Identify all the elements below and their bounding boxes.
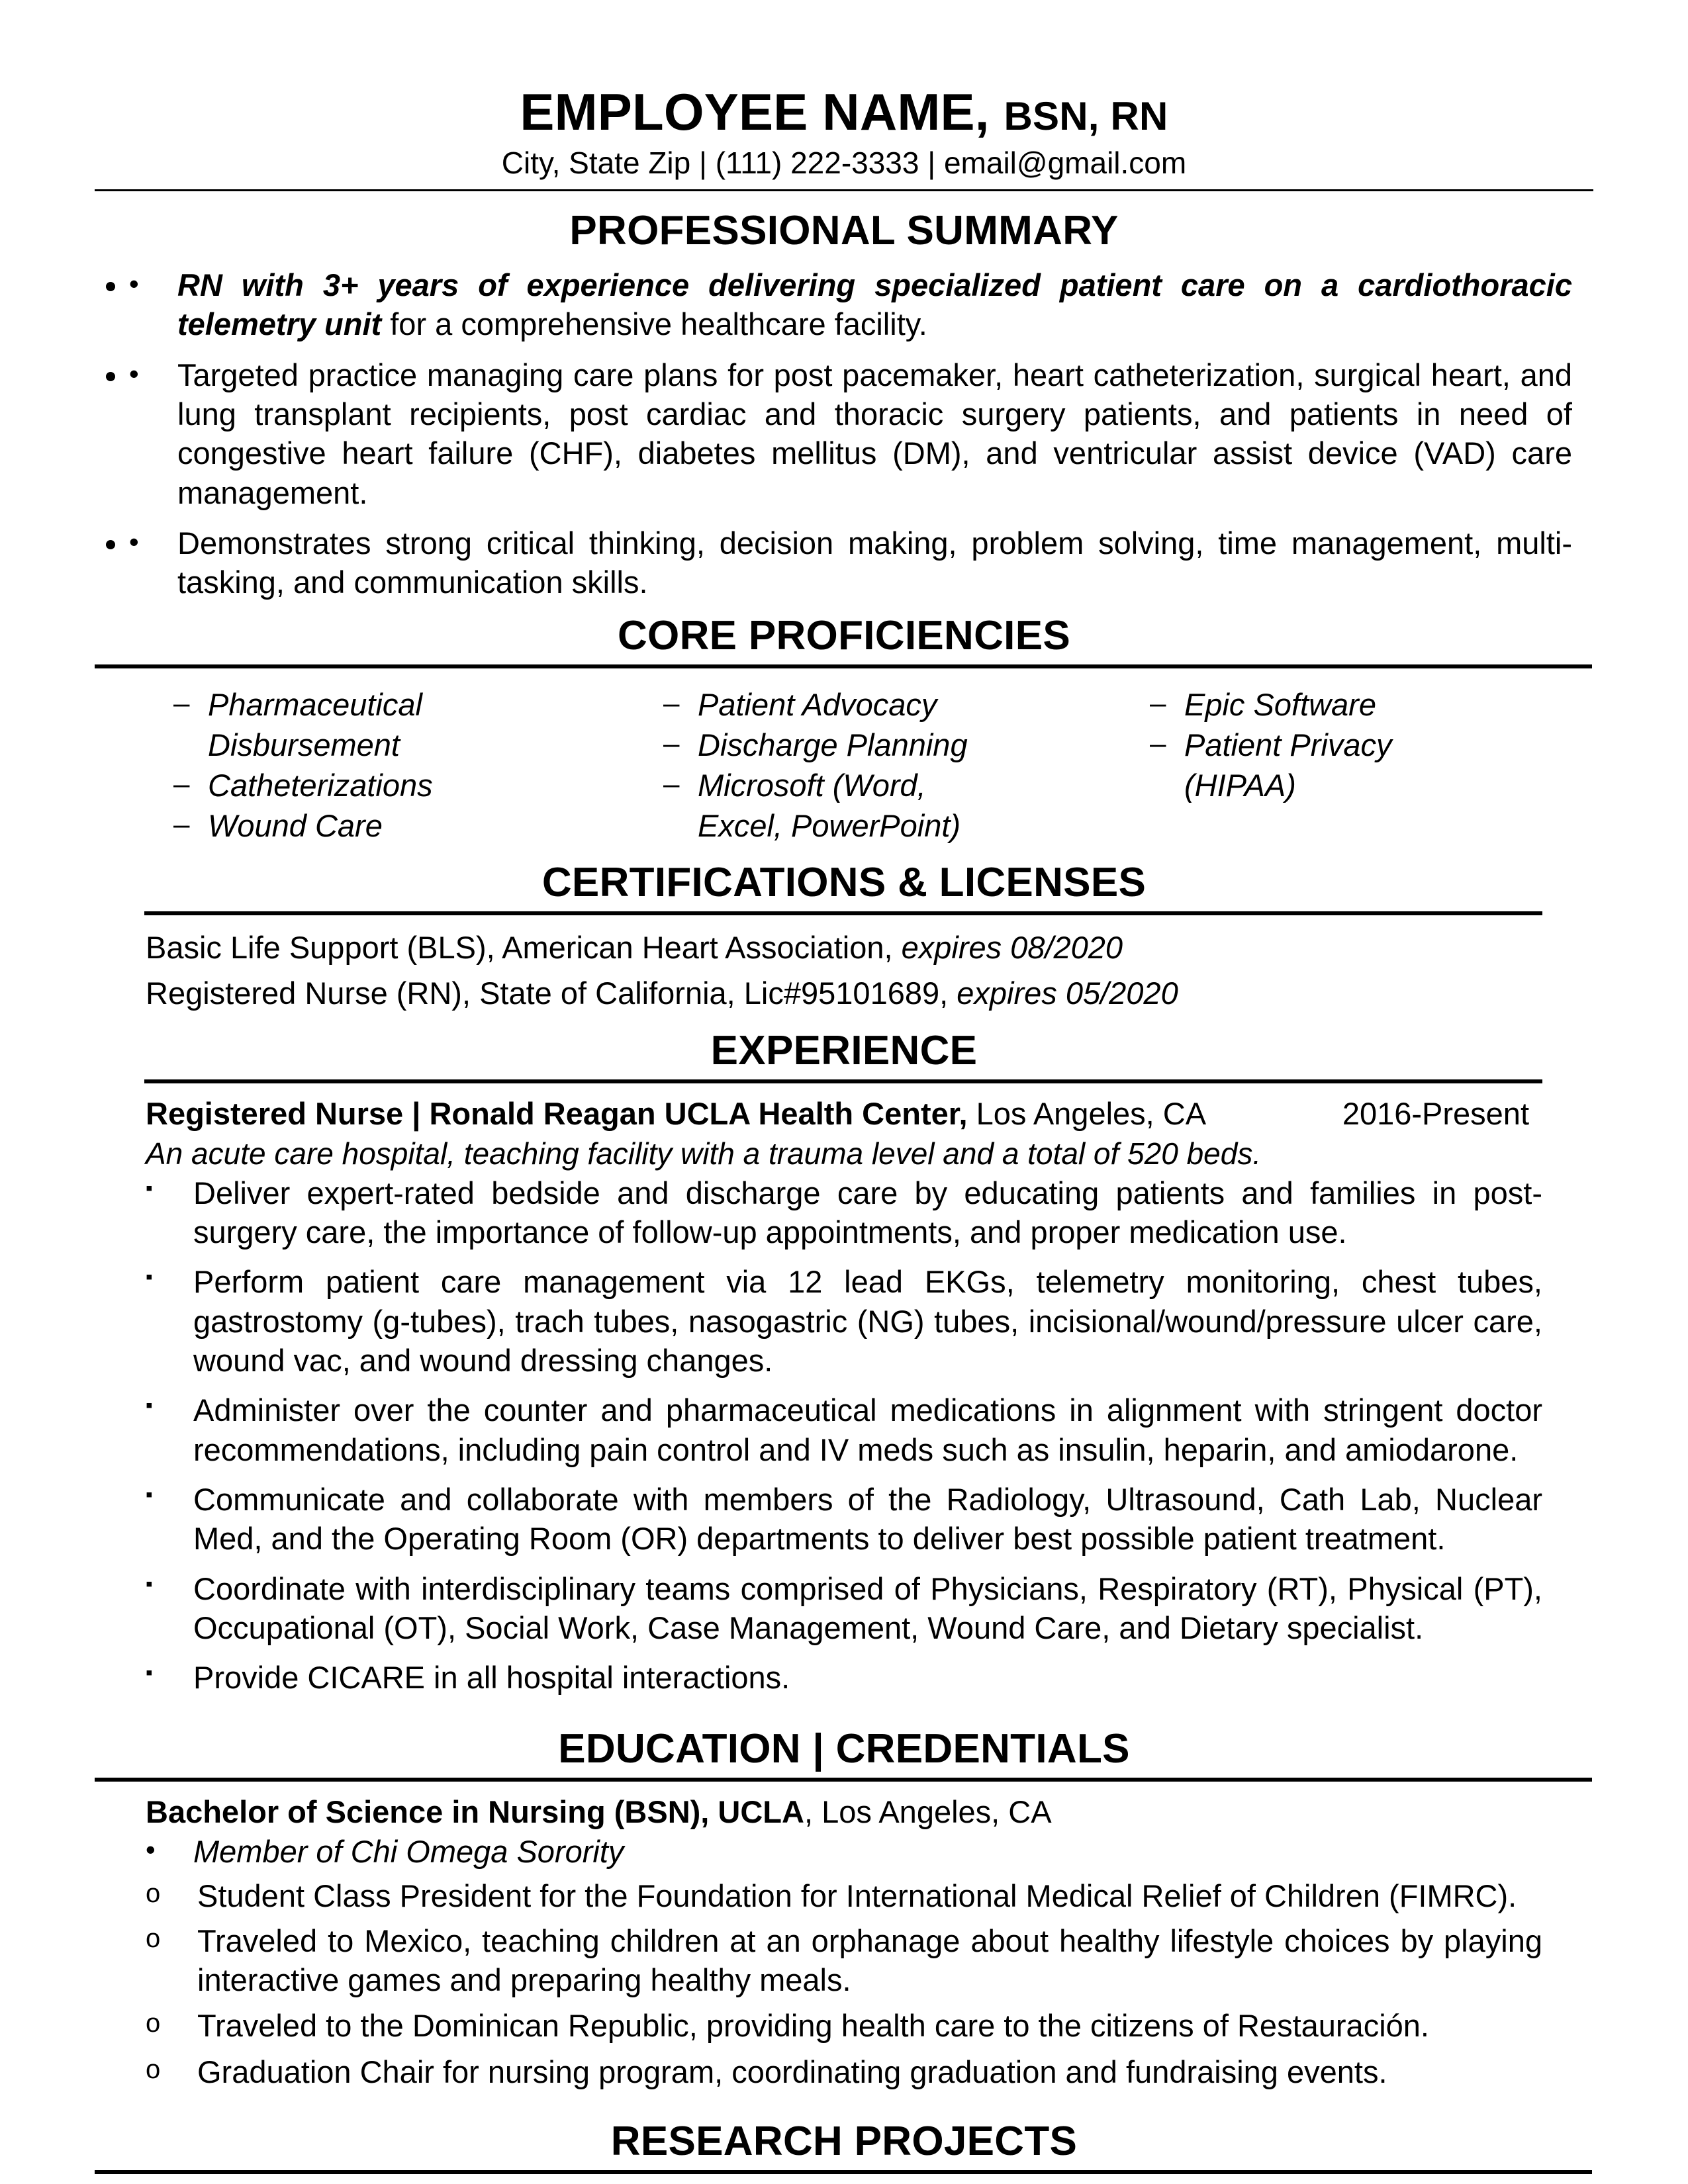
core-proficiencies-column-2 (663, 684, 1150, 846)
list-item (146, 1876, 1542, 1915)
summary-text: for a comprehensive healthcare facility. (381, 306, 927, 342)
job-description: An acute care hospital, teaching facility with a trauma level and a total of 520 beds. (146, 1136, 1262, 1171)
proficiency-label: Epic Software (1184, 686, 1376, 722)
certification-name: Basic Life Support (BLS), American Heart Association, (146, 930, 902, 966)
certifications-list (146, 927, 1542, 1013)
education-detail: Traveled to the Dominican Republic, providing health care to the citizens of Restauración. (197, 2008, 1429, 2044)
candidate-name: EMPLOYEE NAME, (520, 83, 990, 141)
job-header-row (146, 1094, 1542, 1133)
square-bullet-icon: ▪ (146, 1572, 153, 1595)
certification-expiry: expires 08/2020 (901, 930, 1123, 966)
proficiency-label: Pharmaceutical (208, 686, 422, 722)
square-bullet-icon: ▪ (146, 1266, 153, 1289)
circle-bullet-icon: o (146, 2009, 161, 2038)
section-divider-certifications (144, 911, 1542, 915)
experience-bullet-list (146, 1173, 1542, 1698)
list-item (1150, 684, 1521, 725)
degree-location: , Los Angeles, CA (804, 1794, 1052, 1829)
page-title (0, 0, 1688, 140)
square-bullet-icon: ▪ (146, 1394, 153, 1417)
education-detail: Traveled to Mexico, teaching children at an orphanage about healthy lifestyle choices by playing interactive games and preparing healthy meals. (197, 1923, 1542, 1997)
summary-emphasis: RN with 3+ years of experience delivering specialized patient care on a cardiothoracic telemetry unit (177, 267, 1572, 342)
education-entry (146, 1792, 1542, 2091)
education-level3-list (146, 1921, 1542, 2046)
section-heading-experience: EXPERIENCE (710, 1027, 978, 1073)
list-item (129, 265, 1572, 344)
proficiency-label-continuation: (HIPAA) (1184, 768, 1296, 803)
experience-entry (146, 1094, 1542, 1698)
dash-icon: – (1150, 727, 1166, 760)
section-heading-research: RESEARCH PROJECTS (610, 2118, 1078, 2164)
dash-icon: – (663, 768, 680, 800)
list-item (146, 1832, 1542, 1871)
summary-text: Demonstrates strong critical thinking, decision making, problem solving, time management, multi-tasking, and communication skills. (177, 525, 1572, 600)
proficiency-label-continuation: Disbursement (208, 727, 400, 762)
list-item (129, 523, 1572, 602)
list-item (1150, 725, 1521, 765)
section-heading-certifications: CERTIFICATIONS & LICENSES (541, 860, 1147, 906)
circle-bullet-icon: o (146, 1879, 161, 1909)
degree-line (146, 1792, 1542, 1832)
square-bullet-icon: ▪ (146, 1484, 153, 1506)
dash-icon: – (173, 768, 190, 800)
square-bullet-icon: ▪ (146, 1662, 153, 1684)
list-item (146, 1173, 1542, 1252)
list-item (146, 2052, 1542, 2091)
bullet-icon: • (146, 1833, 156, 1865)
core-proficiencies-column-1 (173, 684, 663, 846)
education-detail: Graduation Chair for nursing program, coordinating graduation and fundraising events. (197, 2054, 1387, 2089)
list-item (663, 725, 1150, 765)
job-dates: 2016-Present (1342, 1095, 1529, 1131)
job-location: Los Angeles, CA (967, 1095, 1207, 1131)
summary-list (103, 265, 1572, 602)
bullet-icon: • • (129, 526, 139, 557)
proficiency-label: Patient Privacy (1184, 727, 1392, 762)
list-item (146, 1921, 1542, 2000)
experience-bullet-text: Provide CICARE in all hospital interactions. (193, 1660, 790, 1696)
proficiency-label: Microsoft (Word, (698, 768, 926, 803)
bullet-icon: • • (129, 357, 139, 389)
certification-entry (146, 973, 1542, 1013)
proficiency-label-continuation: Excel, PowerPoint) (698, 808, 961, 844)
proficiency-label: Patient Advocacy (698, 686, 937, 722)
list-item (173, 765, 663, 805)
square-bullet-icon: ▪ (146, 1177, 153, 1199)
education-level2-list (146, 1876, 1542, 1915)
core-proficiencies-grid (173, 684, 1592, 846)
job-title-block (146, 1094, 1206, 1133)
section-heading-education: EDUCATION | CREDENTIALS (558, 1725, 1130, 1772)
list-item (173, 805, 663, 846)
job-title: Registered Nurse | Ronald Reagan UCLA Health Center, (146, 1095, 968, 1131)
dash-icon: – (173, 686, 190, 719)
section-divider-research (95, 2170, 1592, 2174)
dash-icon: – (663, 686, 680, 719)
education-level2-list-continued (146, 2052, 1542, 2091)
dash-icon: – (663, 727, 680, 760)
header-divider (95, 189, 1593, 191)
experience-bullet-text: Coordinate with interdisciplinary teams comprised of Physicians, Respiratory (RT), Physical (PT), Occupational (OT), Social Work, Case Management, Wound Care, and Dietary specialist. (193, 1570, 1542, 1645)
list-item (173, 684, 663, 725)
degree-name: Bachelor of Science in Nursing (BSN), UCLA (146, 1794, 804, 1829)
experience-bullet-text: Communicate and collaborate with members of the Radiology, Ultrasound, Cath Lab, Nuclear Med, and the Operating Room (OR) departments to deliver best possible patient treatment. (193, 1482, 1542, 1557)
core-proficiencies-column-3 (1150, 684, 1521, 846)
summary-text: Targeted practice managing care plans for post pacemaker, heart catheterization, surgical heart, and lung transplant recipients, post cardiac and thoracic surgery patients, and patients in need of congestive heart failure (CHF), diabetes mellitus (DM), and ventricular assist device (VAD) care management. (177, 357, 1572, 510)
education-level1-list (146, 1832, 1542, 1871)
education-detail: Student Class President for the Foundation for International Medical Relief of Children (FIMRC). (197, 1878, 1517, 1914)
experience-bullet-text: Perform patient care management via 12 lead EKGs, telemetry monitoring, chest tubes, gastrostomy (g-tubes), trach tubes, nasogastric (NG) tubes, incisional/wound/pressure ulcer care, wound vac, and wound dressing changes. (193, 1264, 1542, 1379)
section-heading-summary: PROFESSIONAL SUMMARY (569, 207, 1119, 253)
proficiency-label: Discharge Planning (698, 727, 968, 762)
certification-expiry: expires 05/2020 (957, 976, 1178, 1011)
list-item (663, 765, 1150, 805)
section-divider-experience (144, 1079, 1542, 1083)
circle-bullet-icon: o (146, 2054, 161, 2084)
dash-icon: – (173, 808, 190, 841)
list-item (146, 2006, 1542, 2045)
experience-bullet-text: Administer over the counter and pharmaceutical medications in alignment with stringent doctor recommendations, including pain control and IV meds such as insulin, heparin, and amiodarone. (193, 1392, 1542, 1467)
proficiency-label: Wound Care (208, 808, 383, 844)
contact-line: City, State Zip | (111) 222-3333 | email@gmail.com (501, 145, 1187, 180)
list-item (146, 1569, 1542, 1648)
list-item (146, 1390, 1542, 1469)
section-heading-core-proficiencies: CORE PROFICIENCIES (617, 612, 1071, 659)
list-item (129, 355, 1572, 512)
candidate-credentials: BSN, RN (1004, 94, 1168, 138)
certification-name: Registered Nurse (RN), State of California, Lic#95101689, (146, 976, 957, 1011)
experience-bullet-text: Deliver expert-rated bedside and discharge care by educating patients and families in post-surgery care, the importance of follow-up appointments, and proper medication use. (193, 1175, 1542, 1250)
bullet-icon: • • (129, 268, 139, 300)
section-divider-core-proficiencies (95, 664, 1592, 668)
certification-entry (146, 927, 1542, 968)
circle-bullet-icon: o (146, 1923, 161, 1953)
list-item (663, 684, 1150, 725)
list-item (146, 1480, 1542, 1559)
list-item (146, 1262, 1542, 1380)
dash-icon: – (1150, 686, 1166, 719)
list-item (146, 1658, 1542, 1697)
proficiency-label: Catheterizations (208, 768, 433, 803)
section-divider-education (95, 1778, 1592, 1782)
education-activity: Member of Chi Omega Sorority (193, 1833, 624, 1869)
